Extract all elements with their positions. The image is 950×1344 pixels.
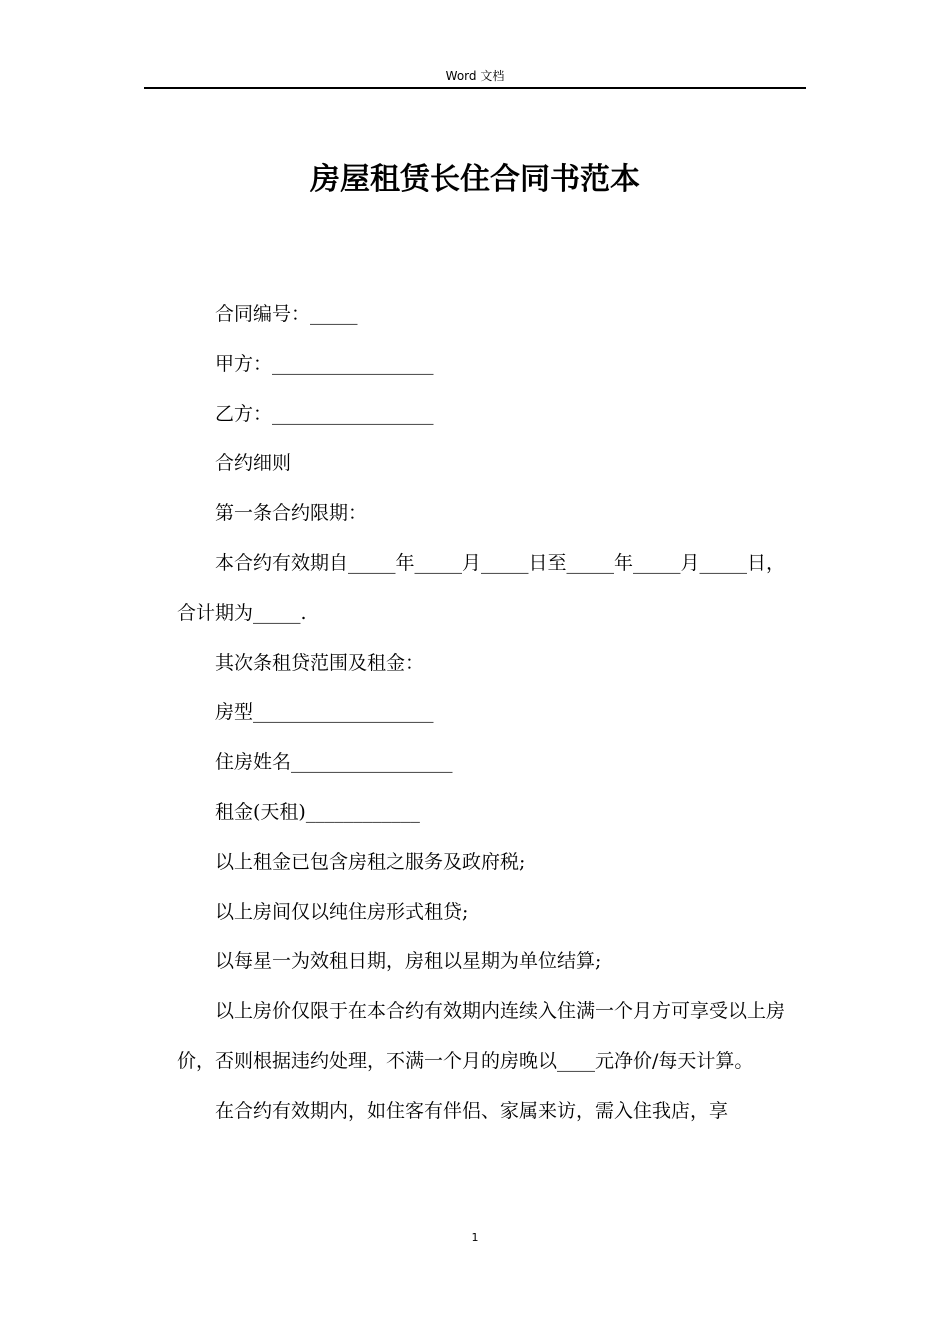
contract-number: 合同编号：_____ [215,303,358,325]
rent-includes-tax: 以上租金已包含房租之服务及政府税; [215,850,526,873]
document-body [177,290,803,1137]
price-condition: 以上房价仅限于在本合约有效期内连续入住满一个月方可享受以上房价，否则根据违约处理，不满一个月的房晚以____元净价/每天计算。 [177,1000,786,1072]
article-1-heading: 第一条合约限期： [215,502,368,525]
document-title: 房屋租赁长住合同书范本 [310,162,640,197]
daily-rent: 租金(天租)____________ [215,800,420,823]
validity-period: 本合约有效期自_____年_____月_____日至_____年_____月_____日，合计期为_____. [177,551,786,624]
header-divider [144,87,806,89]
visitor-clause: 在合约有效期内，如住客有伴侣、家属来访，需入住我店，享 [215,1099,729,1122]
party-a: 甲方：_________________ [215,352,434,375]
page-number: 1 [471,1231,479,1244]
resident-name: 住房姓名_________________ [215,751,453,774]
page-header: Word 文档 [445,69,505,83]
room-type: 房型___________________ [215,701,434,724]
article-2-heading: 其次条租贷范围及租金： [215,651,425,674]
residential-only: 以上房间仅以纯住房形式租贷; [215,900,469,923]
section-heading-details: 合约细则 [215,452,292,475]
weekly-settlement: 以每星一为效租日期，房租以星期为单位结算; [215,950,602,973]
party-b: 乙方：_________________ [215,402,434,425]
